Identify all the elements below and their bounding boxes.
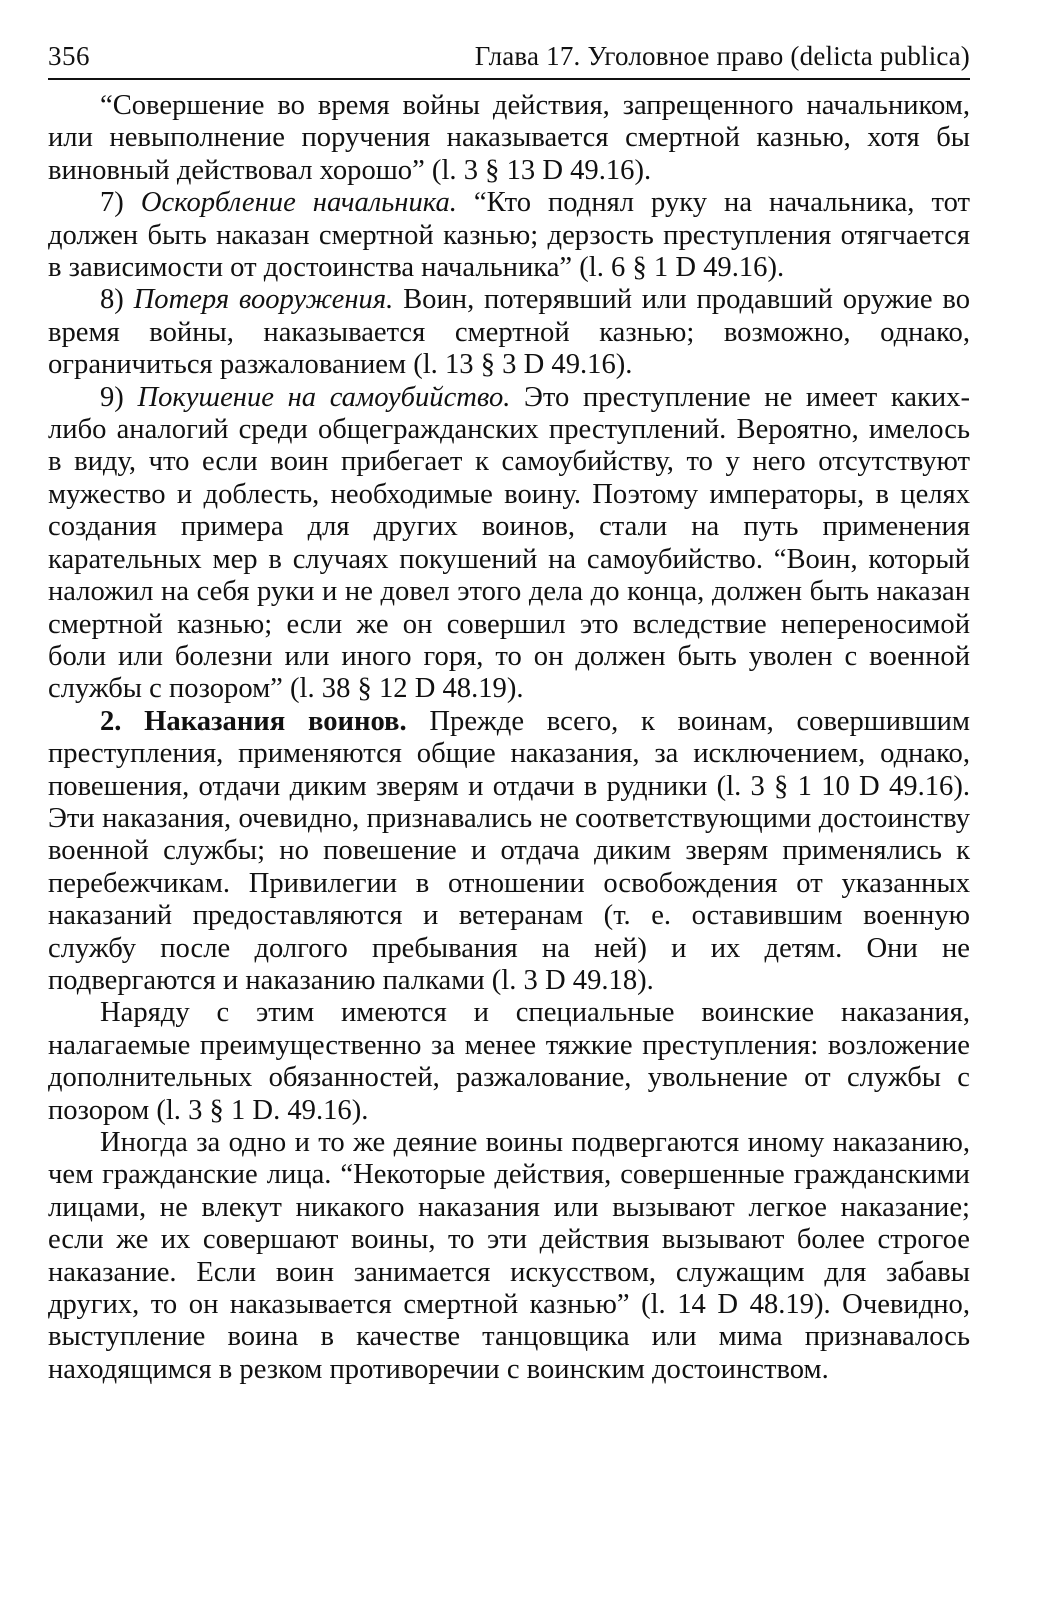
paragraph-different-punishment (48, 1127, 970, 1386)
page-number: 356 (48, 41, 90, 71)
item-number: 8) (100, 284, 134, 316)
item-heading: Потеря вооружения. (133, 284, 394, 316)
paragraph-quote-war-orders (48, 90, 970, 187)
paragraph-text: Иногда за одно и то же деяние воины подвергаются иному наказанию, чем гражданские лица. “Некоторые действия, совершенные гражданскими лицами, не влекут никакого наказания или вызывают легкое наказание; если же их совершают воины, то эти действия вызывают более строгое наказание. Если воин занимается искусством, служащим для забавы других, то он наказывается смертной казнью” (l. 14 D 48.19). Очевидно, выступление воина в качестве танцовщика или мима признавалось находящимся в резком противоречии с воинским достоинством. (48, 1127, 970, 1385)
item-number: 9) (100, 381, 138, 413)
paragraph-insulting-superior (48, 187, 970, 284)
item-heading: Покушение на самоубийство. (137, 381, 511, 413)
paragraph-text: Воин, потерявший или продавший оружие во время войны, наказывается смертной казнью; возможно, однако, ограничиться разжалованием (l. 13 § 3 D 49.16). (48, 284, 970, 381)
running-head (48, 38, 970, 80)
paragraph-text: “Совершение во время войны действия, запрещенного начальником, или невыполнение поручения наказывается смертной казнью, хотя бы виновный действовал хорошо” (l. 3 § 13 D 49.16). (48, 90, 970, 186)
paragraph-text: “Кто поднял руку на начальника, тот должен быть наказан смертной казнью; дерзость преступления отягчается в зависимости от достоинства начальника” (l. 6 § 1 D 49.16). (48, 187, 970, 284)
paragraph-attempted-suicide (48, 382, 970, 706)
paragraph-text: Прежде всего, к воинам, совершившим преступления, применяются общие наказания, за исключением, однако, повешения, отдачи диким зверям и отдачи в рудники (l. 3 § 1 10 D 49.16). Эти наказания, очевидно, признавались не соответствующими достоинству военной службы; но повешение и отдача диким зверям применялись к перебежчикам. Привилегии в отношении освобождения от указанных наказаний предоставляются и ветеранам (т. е. оставившим военную службу после долгого пребывания на ней) и их детям. Они не подвергаются и наказанию палками (l. 3 D 49.18). (48, 705, 971, 996)
paragraph-text: Это преступление не имеет каких-либо аналогий среди общегражданских преступлений. Вероятно, имелось в виду, что если воин прибегает к самоубийству, то у него отсутствуют мужество и доблесть, необходимые воину. Поэтому императоры, в целях создания примера для других воинов, стали на путь применения карательных мер в случаях покушений на самоубийство. “Воин, который наложил на себя руки и не довел этого дела до конца, должен быть наказан смертной казнью; если же он совершил это вследствие непереносимой боли или болезни или иного горя, то он должен быть уволен с военной службы с позором” (l. 38 § 12 D 48.19). (48, 381, 971, 705)
item-number: 7) (100, 187, 141, 219)
chapter-title: Глава 17. Уголовное право (delicta publica) (474, 41, 970, 71)
paragraph-loss-of-arms (48, 284, 970, 381)
paragraph-special-punishments (48, 997, 970, 1127)
paragraph-text: Наряду с этим имеются и специальные воинские наказания, налагаемые преимущественно за менее тяжкие преступления: возложение дополнительных обязанностей, разжалование, увольнение от службы с позором (l. 3 § 1 D. 49.16). (48, 997, 970, 1126)
book-page (48, 38, 970, 1386)
paragraph-soldier-punishments (48, 706, 970, 998)
section-heading: 2. Наказания воинов. (100, 705, 407, 737)
item-heading: Оскорбление начальника. (140, 187, 457, 219)
body-text (48, 90, 970, 1386)
